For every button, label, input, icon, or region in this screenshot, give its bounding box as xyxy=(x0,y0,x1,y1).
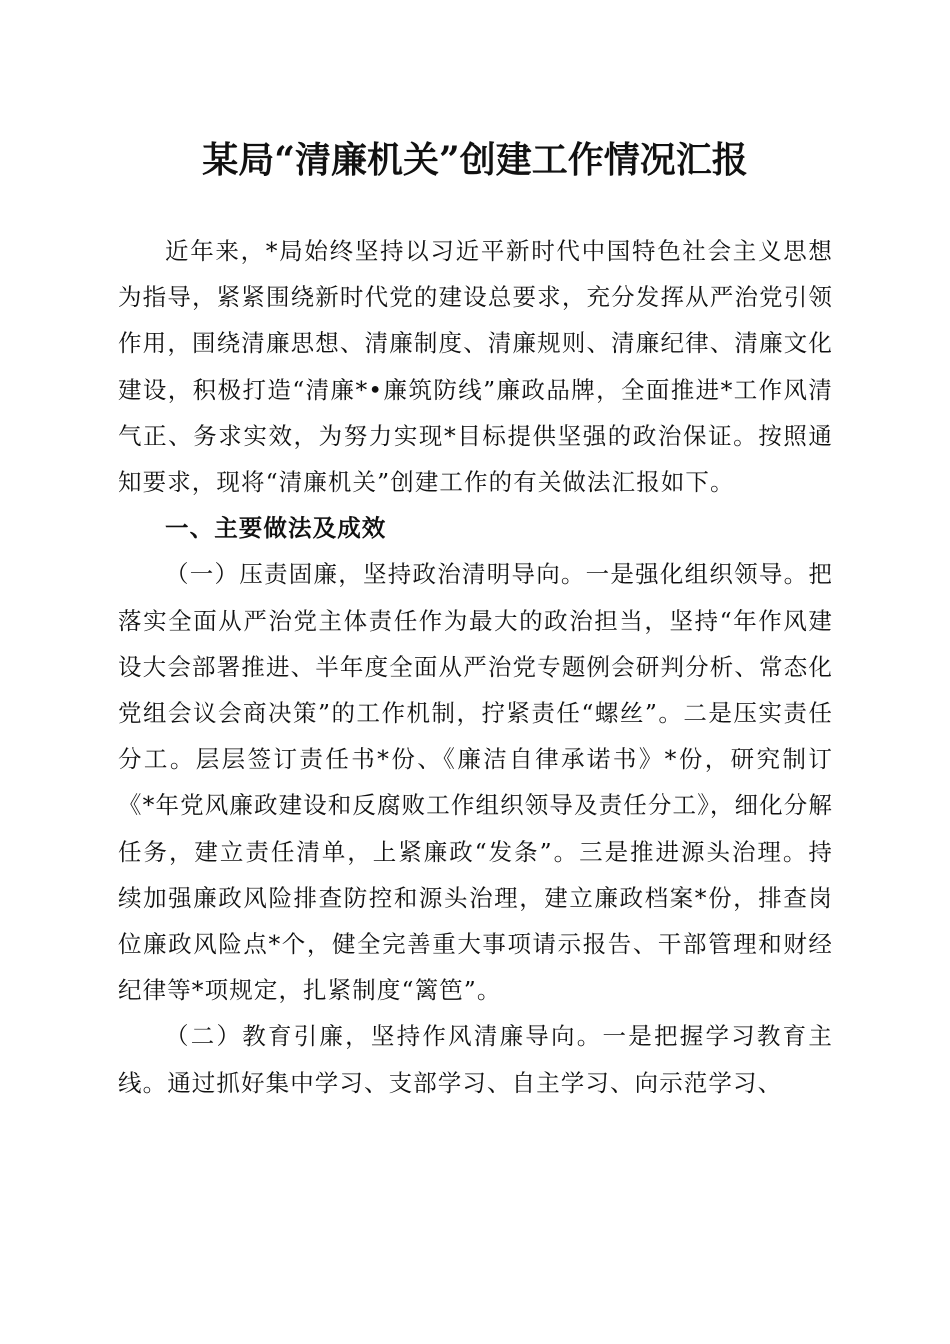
document-body xyxy=(118,228,833,1106)
intro-paragraph: 近年来，*局始终坚持以习近平新时代中国特色社会主义思想为指导，紧紧围绕新时代党的建设总要求，充分发挥从严治党引领作用，围绕清廉思想、清廉制度、清廉规则、清廉纪律、清廉文化建设，积极打造“清廉*•廉筑防线”廉政品牌，全面推进*工作风清气正、务求实效，为努力实现*目标提供坚强的政治保证。按照通知要求，现将“清廉机关”创建工作的有关做法汇报如下。 xyxy=(118,237,833,497)
item-2-paragraph: （二）教育引廉，坚持作风清廉导向。一是把握学习教育主线。通过抓好集中学习、支部学习、自主学习、向示范学习、 xyxy=(118,1022,833,1097)
item-1-paragraph: （一）压责固廉，坚持政治清明导向。一是强化组织领导。把落实全面从严治党主体责任作为最大的政治担当，坚持“年作风建设大会部署推进、半年度全面从严治党专题例会研判分析、常态化党组会议会商决策”的工作机制，拧紧责任“螺丝”。二是压实责任分工。层层签订责任书*份、《廉洁自律承诺书》*份，研究制订《*年党风廉政建设和反腐败工作组织领导及责任分工》，细化分解任务，建立责任清单，上紧廉政“发条”。三是推进源头治理。持续加强廉政风险排查防控和源头治理，建立廉政档案*份，排查岗位廉政风险点*个，健全完善重大事项请示报告、干部管理和财经纪律等*项规定，扎紧制度“篱笆”。 xyxy=(118,560,833,1005)
section-heading: 一、主要做法及成效 xyxy=(165,514,387,543)
document-title: 某局“清廉机关”创建工作情况汇报 xyxy=(202,139,748,181)
